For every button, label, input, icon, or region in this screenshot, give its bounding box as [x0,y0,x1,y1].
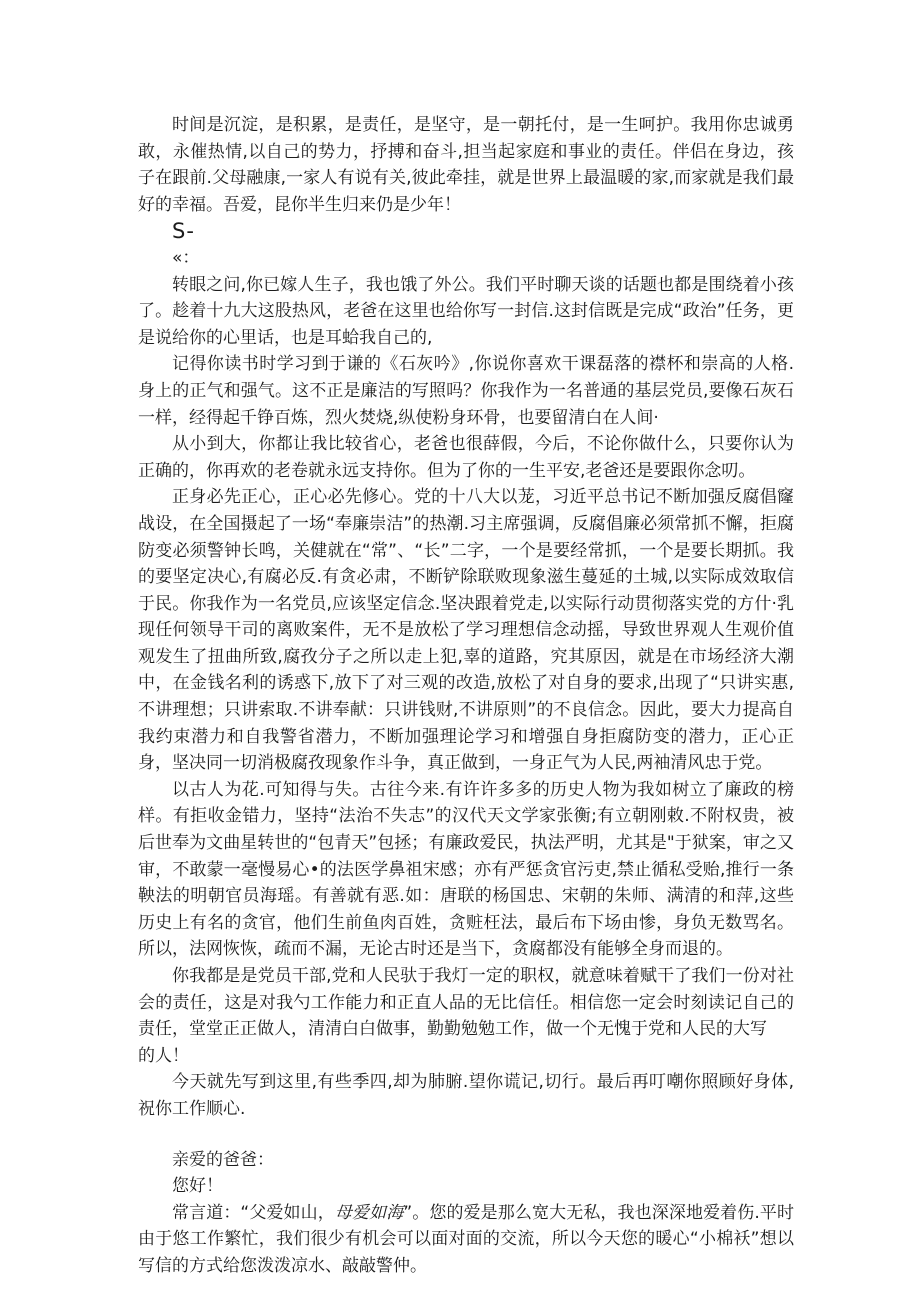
letter1-paragraph-6: 以古人为花.可知得与失。古往今来.有许许多多的历史人物为我如树立了廉政的榜样。有拒收金错力，坚持“法治不失志”的汉代天文学家张衡;有立朝刚敕.不附权贵，被后世奉为文曲星转世的“包青天”包拯；有廉政爱民，执法严明，尤其是"于狱案，审之又审，不敢蒙一毫慢易心•的法医学鼻祖宋感；亦有严惩贪官污吏,禁止循私受贻,推行一条鞅法的明朝官员海瑶。有善就有恶.如：唐联的杨国忠、宋朝的朱师、满清的和萍,这些历史上有名的贪官，他们生前鱼肉百姓，贪赃枉法，最后布下场由惨，身负无数骂名。所以，法网恢恢，疏而不漏，无论古时还是当下，贪腐都没有能够全身而退的。 [138,779,794,960]
letter1-paragraph-5: 正身必先正心，正心必先修心。党的十八大以茏，习近平总书记不断加强反腐倡窿战设，在全国摄起了一场“奉廉崇洁”的热潮.习主席强调，反腐倡廉必须常抓不懈，拒腐防变必须警钟长鸣，关健就在“常”、“长”二字，一个是要经常抓，一个是要长期抓。我的要坚定决心,有腐必反.有贪必肃，不断铲除联败现象滋生蔓延的土城,以实际成效取信于民。你我作为一名党员,应该坚定信念.坚决跟着党走,以实际行动贯彻落实党的方什·乳现任何领导干司的离败案件，无不是放松了学习理想信念动摇，导致世界观人生观价值观发生了扭曲所致,腐孜分子之所以走上犯,辜的道路，究其原因，就是在市场经济大潮中，在金钱名利的诱惑下,放下了对三观的改造,放松了对自身的要求,出现了“只讲实惠,不讲理想；只讲索取.不讲奉献：只讲钱财,不讲原则”的不良信念。因此，要大力提高自我约束潜力和自我警省潜力，不断加强理论学习和增强自身拒腐防变的潜力，正心正身，坚决同一切消极腐孜现象作斗争，真正做到，一身正气为人民,两袖清风忠于党。 [138,487,794,774]
letter1-paragraph-3: 记得你读书时学习到于谦的《石灰吟》,你说你喜欢干课磊落的襟杯和崇高的人格.身上的正气和强气。这不正是廉洁的写照吗？你我作为一名普通的基层党员,要像石灰石一样，经得起千铮百炼，烈火焚烧,纵使粉身环骨，也要留清白在人间· [138,354,794,428]
letter2-p1-post: ”。您的爱是那么宽大无私，我也深深地爱着伤.平时由于悠工作繁忙，我们很少有机会可以面对面的交流，所以今天您的暖心“小棉袄”想以写信的方式给您泼泼凉水、敲敲警仲。 [138,1202,795,1276]
letter2-salutation: 亲爱的爸爸： [172,1149,274,1170]
letter1-paragraph-7: 你我都是是党员干部,党和人民驮于我灯一定的职权，就意味着赋干了我们一份对社会的责任，这是对我勺工作能力和正直人品的无比信任。相信您一定会时刻读记自己的责任，堂堂正正做人，清清白白做事，勤勤勉勉工作，做一个无愧于党和人民的大写 [138,966,794,1040]
letter2-p1-pre: 常言道：“父爱如山， [172,1202,335,1223]
stray-mark-s: S- [172,219,195,244]
letter1-paragraph-7-tail: 的人！ [138,1045,189,1066]
stray-mark-quote: «： [172,247,200,268]
letter1-paragraph-8: 今天就先写到这里,有些季四,却为肺腑.望你谎记,切行。最后再叮嘲你照顾好身体,祝你工作顺心. [138,1072,794,1119]
letter1-paragraph-4: 从小到大，你都让我比较省心，老爸也很薛假，今后，不论你做什么，只要你认为正确的，你再欢的老卷就永远支持你。但为了你的一生平安,老爸还是要跟你念叨。 [138,434,794,481]
document-page [138,112,794,1280]
letter2-greeting: 您好！ [172,1176,223,1197]
letter2-paragraph-1 [138,1200,794,1280]
letter2-p1-italic: 母爱如海 [334,1202,404,1223]
letter1-paragraph-1: 时间是沉淀，是积累，是责任，是坚守，是一朝托付，是一生呵护。我用你忠诚勇敢，永催热情,以自己的势力，抒搏和奋斗,担当起家庭和事业的责任。伴侣在身边，孩子在跟前.父母融康,一家人有说有关,彼此牵挂，就是世界上最温暖的家,而家就是我们最好的幸福。吾爱，昆你半生归来仍是少年！ [138,115,794,215]
section-gap [138,1123,794,1147]
letter1-paragraph-2: 转眼之问,你已嫁人生子，我也饿了外公。我们平时聊天谈的话题也都是围绕着小孩了。趁着十九大这股热风，老爸在这里也给你写一封信.这封信既是完成“政治”任务，更是说给你的心里话，也是耳蛤我自己的, [138,274,794,348]
